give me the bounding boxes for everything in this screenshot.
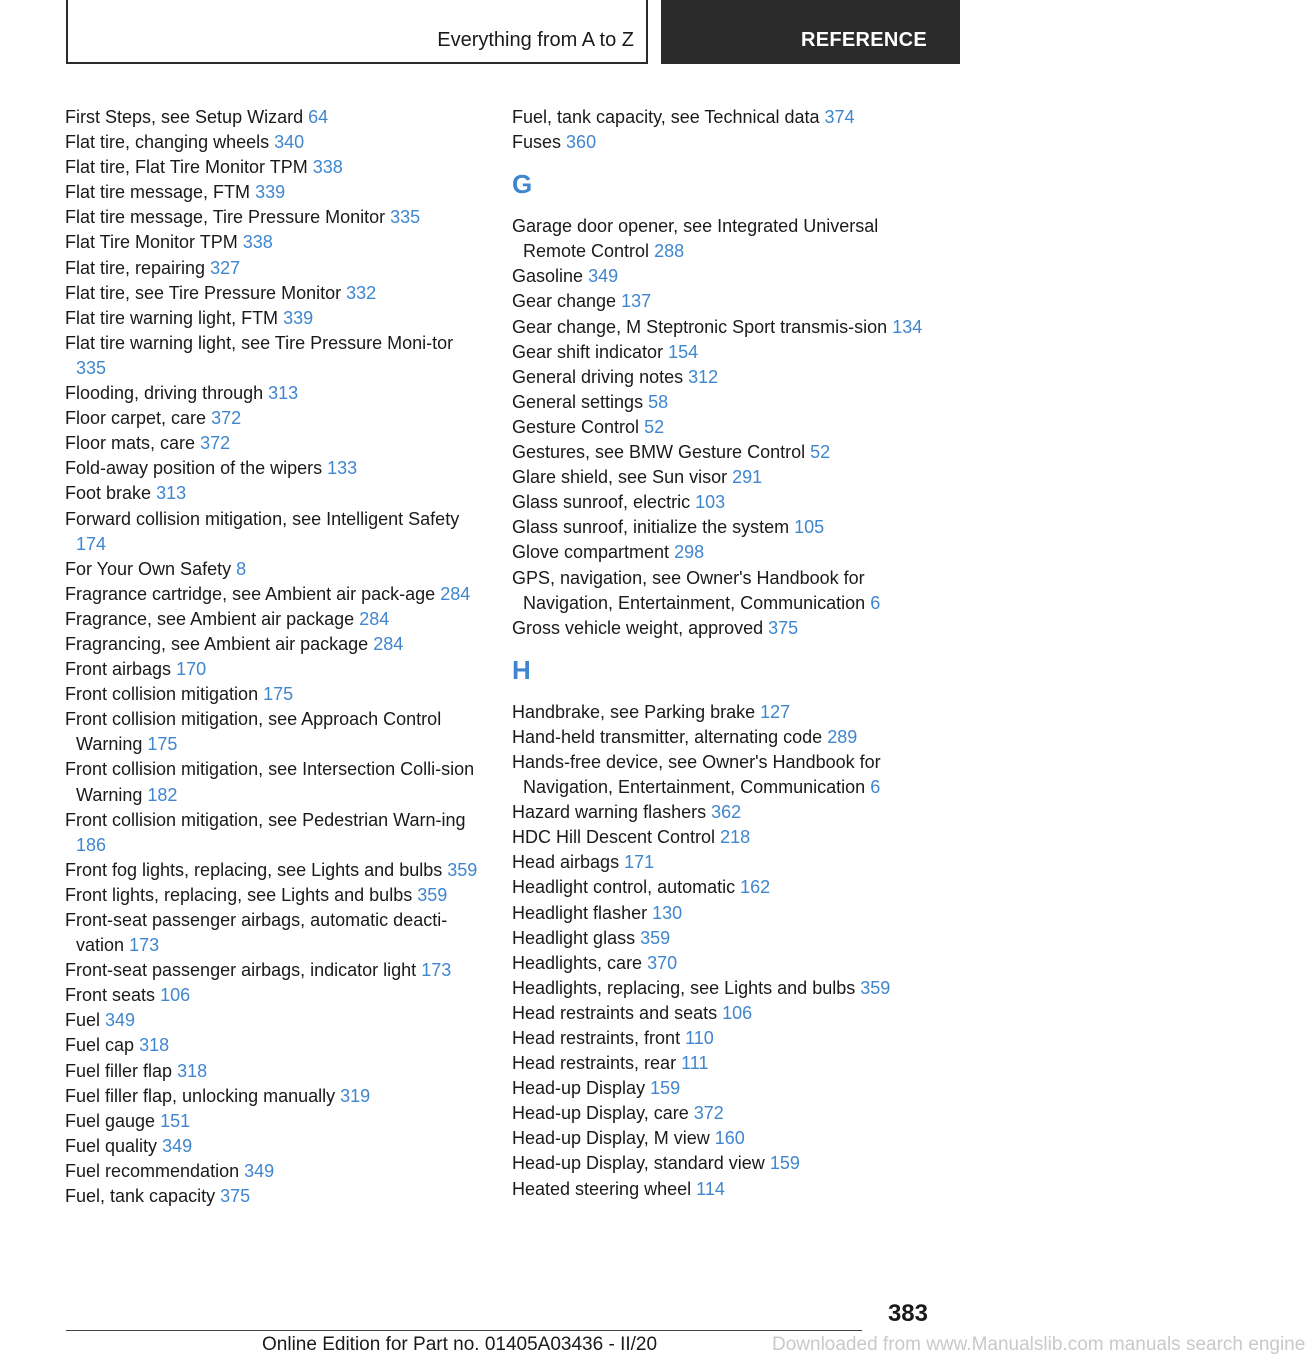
index-entry-text: Forward collision mitigation, see Intelligent Safety — [65, 508, 460, 529]
index-entry-text: Glass sunroof, electric — [512, 492, 691, 513]
index-entry — [512, 490, 932, 515]
index-entry — [512, 1126, 932, 1151]
index-entry-text: Fuel cap — [65, 1035, 135, 1056]
index-entry — [65, 306, 485, 331]
index-letter-heading: G — [512, 169, 533, 200]
page-link[interactable]: 362 — [711, 802, 742, 823]
page-link[interactable]: 114 — [696, 1178, 725, 1199]
index-entry-text: Head-up Display, care — [512, 1103, 689, 1124]
index-entry — [65, 858, 485, 883]
index-entry-text: HDC Hill Descent Control — [512, 827, 716, 848]
page-link[interactable]: 318 — [139, 1035, 170, 1056]
index-entry — [512, 875, 932, 900]
page-link[interactable]: 173 — [129, 935, 160, 956]
index-entry-text: Hazard warning flashers — [512, 802, 707, 823]
index-entry-text: Headlights, care — [512, 952, 643, 973]
index-entry — [65, 607, 485, 632]
index-entry — [512, 566, 932, 616]
index-entry-text: General driving notes — [512, 366, 684, 387]
page-link[interactable]: 372 — [211, 408, 242, 429]
page-link[interactable]: 154 — [668, 341, 699, 362]
index-entry — [512, 130, 932, 155]
index-entry — [65, 331, 485, 381]
index-entry — [65, 582, 485, 607]
index-entry-text: Headlights, replacing, see Lights and bulbs — [512, 977, 856, 998]
index-entry-text: Front collision mitigation, see Pedestrian Warn‐ing — [65, 809, 466, 830]
index-entry — [512, 825, 932, 850]
index-entry-text: Hands-free device, see Owner's Handbook for Navigation, Entertainment, Communication — [512, 751, 881, 798]
index-entry-text: Gross vehicle weight, approved — [512, 617, 764, 638]
watermark: Downloaded from www.Manualslib.com manuals search engine — [772, 1334, 1305, 1355]
page-link[interactable]: 298 — [674, 542, 705, 563]
header-chapter-box — [661, 0, 960, 64]
index-entry-text: Hand-held transmitter, alternating code — [512, 726, 823, 747]
page-link[interactable]: 349 — [588, 266, 619, 287]
index-entry-text: Headlight flasher — [512, 902, 648, 923]
index-entry — [65, 256, 485, 281]
page-link[interactable]: 284 — [373, 633, 404, 654]
index-entry-text: Flat tire, changing wheels — [65, 132, 270, 153]
index-entry — [512, 700, 932, 725]
index-entry-text: Fold-away position of the wipers — [65, 458, 323, 479]
index-entry-text: Gasoline — [512, 266, 584, 287]
index-entry — [512, 800, 932, 825]
index-entry — [512, 1076, 932, 1101]
index-entry — [512, 1051, 932, 1076]
index-entry — [512, 1101, 932, 1126]
page-link[interactable]: 175 — [263, 684, 294, 705]
index-entry-text: GPS, navigation, see Owner's Handbook for Navigation, Entertainment, Communication — [512, 567, 866, 613]
page-link[interactable]: 159 — [650, 1078, 681, 1099]
page-link[interactable]: 375 — [220, 1186, 251, 1207]
index-entry — [512, 750, 932, 800]
page-number: 383 — [887, 1300, 928, 1327]
index-entry — [65, 281, 485, 306]
index-entry — [65, 1159, 485, 1184]
index-entry-text: Head restraints and seats — [512, 1002, 718, 1023]
page-link[interactable]: 103 — [695, 492, 726, 513]
index-entry-text: General settings — [512, 391, 644, 412]
page-link[interactable]: 174 — [76, 533, 107, 554]
index-entry — [65, 205, 485, 230]
index-entry-text: Fuel quality — [65, 1135, 158, 1156]
index-entry-text: Fuel, tank capacity — [65, 1186, 216, 1207]
index-entry — [65, 130, 485, 155]
index-entry — [512, 105, 932, 130]
page-link[interactable]: 8 — [236, 558, 247, 579]
page-link[interactable]: 137 — [621, 291, 652, 312]
index-entry — [512, 616, 932, 641]
index-entry — [65, 1134, 485, 1159]
index-entry-text: Gear change, M Steptronic Sport transmis‐sion — [512, 316, 888, 337]
page-link[interactable]: 162 — [740, 877, 771, 898]
index-entry — [65, 456, 485, 481]
index-entry — [512, 976, 932, 1001]
page-link[interactable]: 339 — [283, 307, 314, 328]
page-link[interactable]: 110 — [685, 1028, 714, 1048]
page-link[interactable]: 6 — [870, 777, 881, 798]
index-entry-text: Head restraints, front — [512, 1028, 681, 1048]
index-entry — [512, 214, 932, 264]
section-title: Everything from A to Z — [437, 29, 634, 51]
page-link[interactable]: 372 — [200, 433, 231, 454]
index-entry-text: Front seats — [65, 985, 156, 1006]
page-link[interactable]: 186 — [76, 834, 107, 855]
index-entry-text: Flat tire warning light, see Tire Pressure Moni‐tor — [65, 332, 454, 353]
index-entry-text: Flat tire, see Tire Pressure Monitor — [65, 282, 342, 303]
page-link[interactable]: 359 — [640, 927, 671, 948]
page-link[interactable]: 338 — [312, 157, 343, 178]
index-entry-text: Fuel recommendation — [65, 1160, 240, 1181]
page-link[interactable]: 170 — [176, 659, 207, 680]
page-link[interactable]: 349 — [244, 1160, 275, 1181]
page-link[interactable]: 111 — [681, 1053, 709, 1074]
page-link[interactable]: 182 — [147, 784, 178, 805]
index-entry-text: Front collision mitigation, see Intersection Colli‐sion Warning — [65, 759, 475, 805]
index-entry — [65, 1184, 485, 1209]
page-link[interactable]: 374 — [824, 107, 855, 127]
index-entry — [65, 481, 485, 506]
index-entry-text: Foot brake — [65, 483, 152, 504]
index-entry-text: Glare shield, see Sun visor — [512, 467, 728, 488]
index-entry-text: Fragrancing, see Ambient air package — [65, 633, 369, 654]
index-entry-text: Glass sunroof, initialize the system — [512, 517, 790, 538]
page-link[interactable]: 134 — [892, 316, 923, 337]
page-link[interactable]: 291 — [732, 467, 763, 488]
index-entry — [512, 315, 932, 340]
index-entry-text: Headlight control, automatic — [512, 877, 736, 898]
index-entry — [65, 105, 485, 130]
index-entry — [65, 507, 485, 557]
index-entry-text: Flat Tire Monitor TPM — [65, 232, 238, 253]
page-link[interactable]: 319 — [340, 1085, 371, 1106]
page-link[interactable]: 6 — [870, 592, 881, 613]
index-entry-text: Flat tire message, Tire Pressure Monitor — [65, 207, 386, 228]
footer-divider — [66, 1330, 862, 1331]
page-link[interactable]: 359 — [860, 977, 891, 998]
page-link[interactable]: 105 — [794, 517, 825, 538]
index-entry — [65, 406, 485, 431]
page-link[interactable]: 338 — [242, 232, 273, 253]
index-entry — [65, 757, 485, 807]
page-link[interactable]: 339 — [255, 182, 286, 203]
index-entry — [512, 365, 932, 390]
index-entry-text: Fuel filler flap — [65, 1060, 173, 1081]
index-entry — [512, 926, 932, 951]
index-entry — [512, 1026, 932, 1051]
index-entry-text: For Your Own Safety — [65, 558, 232, 579]
page-link[interactable]: 332 — [346, 282, 377, 303]
index-entry-text: Headlight glass — [512, 927, 636, 948]
index-entry — [65, 1033, 485, 1058]
index-column-right — [512, 105, 932, 1202]
page-link[interactable]: 318 — [177, 1060, 208, 1081]
page-link[interactable]: 372 — [693, 1103, 724, 1124]
edition-text: Online Edition for Part no. 01405A03436 - II/20 — [262, 1334, 658, 1355]
index-entry-text: Floor mats, care — [65, 433, 196, 454]
index-entry-text: Head-up Display — [512, 1078, 646, 1099]
page-link[interactable]: 349 — [105, 1010, 136, 1031]
index-entry-text: Flat tire, repairing — [65, 257, 206, 278]
page-link[interactable]: 175 — [147, 734, 178, 755]
index-entry-text: Fuel gauge — [65, 1110, 156, 1131]
index-letter-heading: H — [512, 654, 531, 685]
index-entry-text: Head-up Display, standard view — [512, 1153, 765, 1174]
page-link[interactable]: 370 — [647, 952, 678, 973]
index-entry — [65, 657, 485, 682]
index-entry — [65, 908, 485, 958]
index-entry — [65, 557, 485, 582]
page-link[interactable]: 349 — [162, 1135, 193, 1156]
index-entry — [512, 1177, 932, 1202]
index-entry — [512, 515, 932, 540]
header-section-box — [66, 0, 648, 64]
page-link[interactable]: 360 — [566, 132, 597, 153]
index-entry — [512, 465, 932, 490]
index-entry-text: Front collision mitigation — [65, 684, 259, 705]
index-entry — [512, 390, 932, 415]
index-entry — [65, 682, 485, 707]
page-link[interactable]: 151 — [160, 1110, 191, 1131]
index-entry — [512, 951, 932, 976]
index-entry-text: Head-up Display, M view — [512, 1128, 710, 1149]
chapter-label: REFERENCE — [801, 29, 928, 51]
index-entry-text: Head airbags — [512, 852, 620, 873]
index-entry-text: Gear shift indicator — [512, 341, 664, 362]
index-entry-text: Fuel — [65, 1010, 101, 1031]
index-entry — [65, 808, 485, 858]
page-link[interactable]: 375 — [768, 617, 799, 638]
index-entry — [65, 707, 485, 757]
index-entry-text: Fragrance cartridge, see Ambient air pack‐age — [65, 583, 436, 604]
index-entry-text: Flat tire, Flat Tire Monitor TPM — [65, 157, 308, 178]
index-entry — [65, 155, 485, 180]
index-entry — [65, 230, 485, 255]
page-link[interactable]: 340 — [274, 132, 305, 153]
index-entry — [65, 431, 485, 456]
page-link[interactable]: 284 — [359, 608, 390, 629]
page-link[interactable]: 64 — [308, 107, 329, 127]
page-link[interactable]: 160 — [714, 1128, 745, 1149]
index-entry-text: Handbrake, see Parking brake — [512, 701, 756, 722]
index-entry — [512, 1151, 932, 1176]
page-link[interactable]: 313 — [156, 483, 187, 504]
page-link[interactable]: 359 — [417, 884, 448, 905]
index-entry — [512, 901, 932, 926]
index-entry — [65, 381, 485, 406]
index-entry — [512, 289, 932, 314]
index-entry-text: Front-seat passenger airbags, automatic deacti‐vation — [65, 910, 448, 956]
index-entry-text: First Steps, see Setup Wizard — [65, 107, 304, 127]
page-link[interactable]: 159 — [769, 1153, 800, 1174]
index-entry-text: Glove compartment — [512, 542, 670, 563]
index-entry-text: Front lights, replacing, see Lights and bulbs — [65, 884, 413, 905]
index-entry — [512, 340, 932, 365]
page-link[interactable]: 218 — [720, 827, 751, 848]
index-entry — [65, 983, 485, 1008]
index-entry-text: Fuses — [512, 132, 562, 153]
index-entry-text: Gear change — [512, 291, 617, 312]
index-entry — [65, 180, 485, 205]
page-link[interactable]: 284 — [440, 583, 471, 604]
page-link[interactable]: 130 — [652, 902, 683, 923]
index-entry-text: Flat tire message, FTM — [65, 182, 251, 203]
index-entry-text: Garage door opener, see Integrated Universal Remote Control — [512, 216, 879, 262]
index-entry-text: Front fog lights, replacing, see Lights and bulbs — [65, 859, 443, 880]
page-link[interactable]: 127 — [760, 701, 791, 722]
page-link[interactable]: 171 — [624, 852, 655, 873]
index-entry-text: Fuel filler flap, unlocking manually — [65, 1085, 336, 1106]
index-entry — [65, 1059, 485, 1084]
page-link[interactable]: 106 — [722, 1002, 753, 1023]
page-link[interactable]: 359 — [447, 859, 478, 880]
index-entry — [512, 540, 932, 565]
index-entry-text: Fragrance, see Ambient air package — [65, 608, 355, 629]
page-link[interactable]: 312 — [688, 366, 719, 387]
page-link[interactable]: 327 — [210, 257, 241, 278]
index-entry-text: Gestures, see BMW Gesture Control — [512, 442, 806, 463]
page-link[interactable]: 58 — [648, 391, 669, 412]
index-entry — [65, 958, 485, 983]
index-entry-text: Flat tire warning light, FTM — [65, 307, 279, 328]
index-entry — [512, 850, 932, 875]
page-link[interactable]: 173 — [421, 960, 452, 981]
index-entry — [512, 1001, 932, 1026]
index-entry-text: Heated steering wheel — [512, 1178, 692, 1199]
index-entry-text: Front-seat passenger airbags, indicator light — [65, 960, 417, 981]
page-link[interactable]: 335 — [76, 357, 107, 378]
index-entry-text: Head restraints, rear — [512, 1053, 677, 1074]
index-entry — [65, 1084, 485, 1109]
page-link[interactable]: 52 — [810, 442, 831, 463]
page-link[interactable]: 288 — [654, 241, 685, 262]
page-link[interactable]: 335 — [390, 207, 421, 228]
index-entry — [65, 1109, 485, 1134]
page-link[interactable]: 133 — [327, 458, 358, 479]
index-entry-text: Front collision mitigation, see Approach Control Warning — [65, 709, 442, 755]
index-entry-text: Front airbags — [65, 659, 172, 680]
index-entry-text: Gesture Control — [512, 416, 640, 437]
index-entry — [512, 415, 932, 440]
page-link[interactable]: 52 — [644, 416, 665, 437]
index-entry — [65, 632, 485, 657]
index-column-left — [65, 105, 485, 1209]
page-link[interactable]: 289 — [827, 726, 858, 747]
index-entry — [65, 1008, 485, 1033]
index-entry — [65, 883, 485, 908]
index-entry-text: Fuel, tank capacity, see Technical data — [512, 107, 820, 127]
page-link[interactable]: 313 — [268, 383, 299, 404]
index-entry — [512, 264, 932, 289]
index-entry-text: Floor carpet, care — [65, 408, 207, 429]
page-link[interactable]: 106 — [160, 985, 191, 1006]
index-entry-text: Flooding, driving through — [65, 383, 264, 404]
index-entry — [512, 440, 932, 465]
index-entry — [512, 725, 932, 750]
